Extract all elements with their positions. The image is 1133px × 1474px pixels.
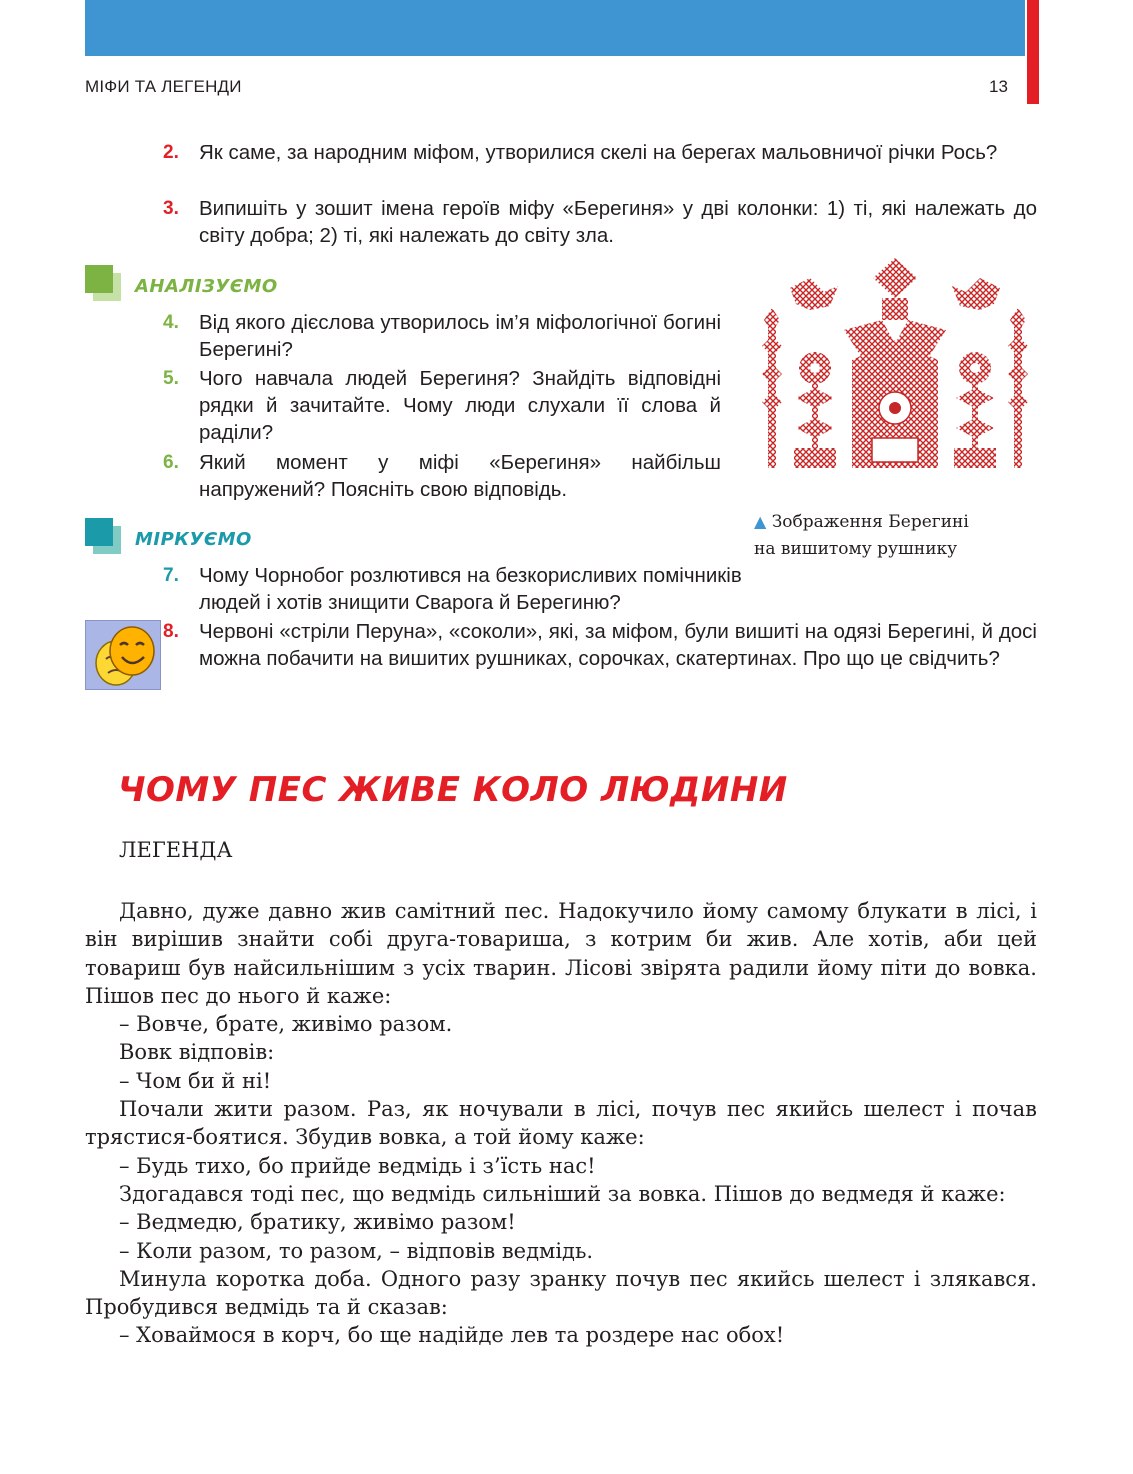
- question-number: 6.: [163, 452, 179, 473]
- caption-line-2: на вишитому рушнику: [754, 539, 958, 559]
- header-red-strip: [1027, 0, 1039, 104]
- page-number: 13: [989, 77, 1008, 96]
- question-text: Випишіть у зошит імена героїв міфу «Берегиня» у дві колонки: 1) ті, які належать до світу добра; 2) ті, які належать до світу зла.: [199, 197, 1037, 247]
- story-paragraph: – Чом би й ні!: [119, 1068, 272, 1093]
- header-blue-bar: [85, 0, 1025, 56]
- section-title-analyze: АНАЛІЗУЄМО: [135, 276, 278, 297]
- question-number: 2.: [163, 142, 179, 163]
- story-paragraph: – Ховаймося в корч, бо ще надійде лев та роздере нас обох!: [119, 1323, 785, 1348]
- story-paragraph: – Ведмедю, братику, живімо разом!: [119, 1210, 516, 1235]
- question-number: 4.: [163, 312, 179, 333]
- story-paragraph: Вовк відповів:: [119, 1040, 275, 1065]
- green-squares-icon: [85, 265, 121, 301]
- question-text: Який момент у міфі «Берегиня» найбільш напружений? Поясніть свою відповідь.: [199, 451, 721, 501]
- question-text: Від якого дієслова утворилось ім’я міфологічної богині Берегині?: [199, 311, 721, 361]
- legend-story: [85, 897, 1037, 1350]
- embroidered-towel-image: [752, 248, 1038, 502]
- question-text: Червоні «стріли Перуна», «соколи», які, за міфом, були вишиті на одязі Берегині, й досі можна побачити на вишитих рушниках, сорочках, скатертинах. Про що це свідчить?: [199, 620, 1037, 670]
- story-paragraph: Здогадався тоді пес, що ведмідь сильніший за вовка. Пішов до ведмедя й каже:: [119, 1181, 1006, 1206]
- question-text: Як саме, за народним міфом, утворилися скелі на берегах мальовничої річки Рось?: [199, 141, 998, 164]
- caption-line-1: Зображення Берегині: [771, 512, 969, 532]
- question-number: 5.: [163, 368, 179, 389]
- question-number: 8.: [163, 621, 179, 642]
- running-title: МІФИ ТА ЛЕГЕНДИ: [85, 77, 242, 96]
- story-paragraph: Почали жити разом. Раз, як ночували в лісі, почув пес якийсь шелест і почав трястися-боятися. Збудив вовка, а той йому каже:: [85, 1097, 1037, 1150]
- theater-masks-icon: [85, 620, 161, 690]
- question-text: Чого навчала людей Берегиня? Знайдіть відповідні рядки й зачитайте. Чому люди слухали її слова й раділи?: [199, 367, 721, 444]
- triangle-marker-icon: ▲: [754, 512, 767, 531]
- figure-caption: [754, 508, 1034, 563]
- story-paragraph: – Вовче, брате, живімо разом.: [119, 1012, 453, 1037]
- question-number: 3.: [163, 198, 179, 219]
- story-paragraph: – Коли разом, то разом, – відповів ведмідь.: [119, 1238, 594, 1263]
- question-text: Чому Чорнобог розлютився на безкорисливих помічників людей і хотів знищити Сварога й Берегиню?: [199, 564, 742, 614]
- story-paragraph: Минула коротка доба. Одного разу зранку почув пес якийсь шелест і злякався. Пробудився ведмідь та й сказав:: [85, 1266, 1037, 1320]
- legend-title: ЧОМУ ПЕС ЖИВЕ КОЛО ЛЮДИНИ: [118, 770, 788, 810]
- section-title-think: МІРКУЄМО: [135, 529, 252, 550]
- story-paragraph: Давно, дуже давно жив самітний пес. Надокучило йому самому блукати в лісі, і він вирішив знайти собі друга-товариша, з котрим би жив. Але хотів, аби цей товариш був найсильнішим з усіх тварин. Лісові звірята радили йому піти до вовка. Пішов пес до нього й каже:: [85, 899, 1037, 1008]
- question-number: 7.: [163, 565, 179, 586]
- teal-squares-icon: [85, 518, 121, 554]
- legend-genre: ЛЕГЕНДА: [119, 838, 233, 862]
- story-paragraph: – Будь тихо, бо прийде ведмідь і з’їсть нас!: [119, 1153, 596, 1178]
